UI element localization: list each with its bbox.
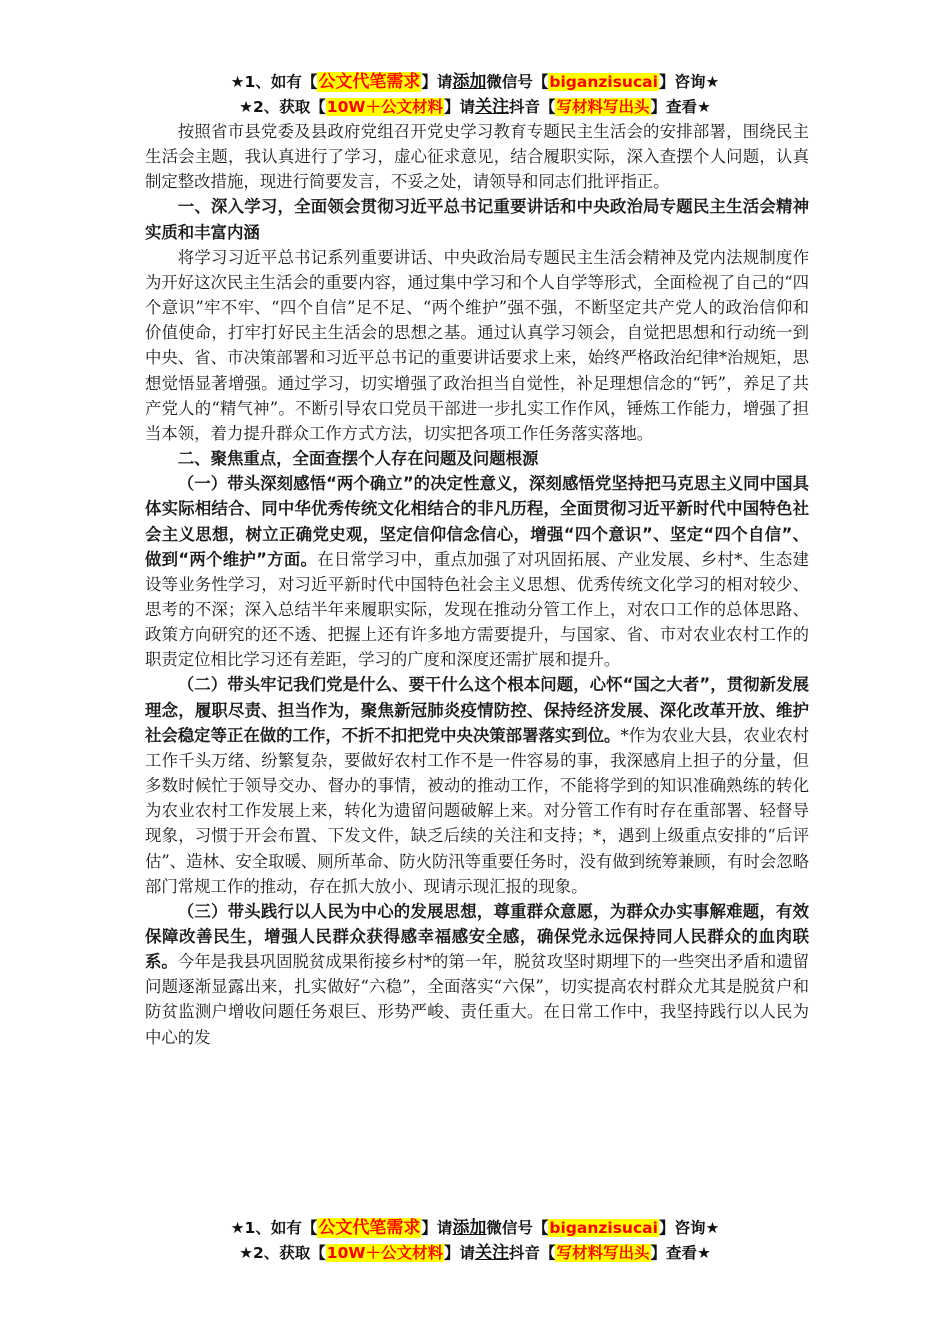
banner-text: ★2、获取【 xyxy=(239,1244,326,1262)
banner-text: 】请 xyxy=(443,98,475,116)
banner-text: 】查看★ xyxy=(650,98,711,116)
banner-text: 】请 xyxy=(421,73,453,91)
banner-text: 抖音【 xyxy=(508,1244,556,1262)
document-body xyxy=(145,119,809,1050)
promo-banner-bottom-line1 xyxy=(0,1216,950,1240)
banner-text: 微信号【 xyxy=(486,1219,549,1237)
subsection-2-text: *作为农业大县，农业农村工作千头万绪、纷繁复杂，要做好农村工作不是一件容易的事，我深感肩上担子的分量，但多数时候忙于领导交办、督办的事情，被动的推动工作，不能将学到的知识准确熟练的转化为农业农村工作发展上来，转化为遗留问题破解上来。对分管工作有时存在重部署、轻督导现象，习惯于开会布置、下发文件，缺乏后续的关注和支持；*，遇到上级重点安排的“后评估”、造林、安全取暖、厕所革命、防火防汛等重要任务时，没有做到统筹兼顾，有时会忽略部门常规工作的推动，存在抓大放小、现请示现汇报的现象。 xyxy=(145,725,810,896)
banner-underline: 添加 xyxy=(452,1218,487,1238)
subsection-1-text: 在日常学习中，重点加强了对巩固拓展、产业发展、乡村*、生态建设等业务性学习，对习近平新时代中国特色社会主义思想、优秀传统文化学习的相对较少、思考的不深；深入总结半年来履职实际，发现在推动分管工作上，对农口工作的总体思路、政策方向研究的还不透、把握上还有许多地方需要提升，与国家、省、市对农业农村工作的职责定位相比学习还有差距，学习的广度和深度还需扩展和提升。 xyxy=(145,549,809,670)
banner-text: ★1、如有【 xyxy=(230,1219,318,1237)
banner-text: 】咨询★ xyxy=(658,1219,720,1237)
banner-highlight: 公文代笔需求 xyxy=(318,72,421,92)
banner-text: 】请 xyxy=(443,1244,475,1262)
banner-text: 微信号【 xyxy=(486,73,549,91)
banner-highlight: 写材料写出头 xyxy=(556,98,650,116)
subsection-3-text: 今年是我县巩固脱贫成果衔接乡村*的第一年，脱贫攻坚时期埋下的一些突出矛盾和遗留问题逐渐显露出来，扎实做好“六稳”，全面落实“六保”，切实提高农村群众尤其是脱贫户和防贫监测户增收问题任务艰巨、形势严峻、责任重大。在日常工作中，我坚持践行以人民为中心的发 xyxy=(145,952,809,1047)
intro-paragraph: 按照省市县党委及县政府党组召开党史学习教育专题民主生活会的安排部署，围绕民主生活会主题，我认真进行了学习，虚心征求意见，结合履职实际，深入查摆个人问题，认真制定整改措施，现进行简要发言，不妥之处，请领导和同志们批评指正。 xyxy=(145,122,809,192)
banner-text: 】查看★ xyxy=(650,1244,711,1262)
banner-text: ★2、获取【 xyxy=(239,98,326,116)
banner-highlight: 10W＋公文材料 xyxy=(326,98,443,116)
banner-text: 】咨询★ xyxy=(658,73,720,91)
section-heading-1: 一、深入学习，全面领会贯彻习近平总书记重要讲话和中央政治局专题民主生活会精神实质和丰富内涵 xyxy=(145,197,809,242)
promo-banner-bottom-line2 xyxy=(0,1241,950,1265)
subsection-2-title: （二）带头牢记我们党是什么、要干什么这个根本问题，心怀“国之大者”，贯彻新发展理念，履职尽责、担当作为，聚焦新冠肺炎疫情防控、保持经济发展、深化改革开放、维护社会稳定等正在做的工作，不折不扣把党中央决策部署落实到位。 xyxy=(145,675,809,745)
section-heading-2: 二、聚焦重点，全面查摆个人存在问题及问题根源 xyxy=(177,449,539,469)
banner-text: 抖音【 xyxy=(508,98,556,116)
banner-highlight: 10W＋公文材料 xyxy=(326,1244,443,1262)
banner-highlight: biganzisucai xyxy=(549,73,658,91)
section-1-paragraph: 将学习习近平总书记系列重要讲话、中央政治局专题民主生活会精神及党内法规制度作为开好这次民主生活会的重要内容，通过集中学习和个人自学等形式，全面检视了自己的“四个意识”牢不牢、“四个自信”足不足、“两个维护”强不强，不断坚定共产党人的政治信仰和价值使命，打牢打好民主生活会的思想之基。通过认真学习领会，自觉把思想和行动统一到中央、省、市决策部署和习近平总书记的重要讲话要求上来，始终严格政治纪律*治规矩，思想觉悟显著增强。通过学习，切实增强了政治担当自觉性，补足理想信念的“钙”，养足了共产党人的“精气神”。不断引导农口党员干部进一步扎实工作作风，锤炼工作能力，增强了担当本领，着力提升群众工作方式方法，切实把各项工作任务落实落地。 xyxy=(145,247,810,443)
banner-underline: 关注 xyxy=(474,97,509,117)
banner-underline: 关注 xyxy=(474,1243,509,1263)
promo-banner-top-line1 xyxy=(0,70,950,94)
banner-highlight: biganzisucai xyxy=(549,1219,658,1237)
banner-text: 】请 xyxy=(421,1219,453,1237)
subsection-1 xyxy=(145,471,809,672)
promo-banner-top-line2 xyxy=(0,95,950,119)
subsection-1-title: （一）带头深刻感悟“两个确立”的决定性意义，深刻感悟党坚持把马克思主义同中国具体实际相结合、同中华优秀传统文化相结合的非凡历程，全面贯彻习近平新时代中国特色社会主义思想，树立正确党史观，坚定信仰信念信心，增强“四个意识”、坚定“四个自信”、做到“两个维护”方面。 xyxy=(145,474,809,569)
subsection-3-title: （三）带头践行以人民为中心的发展思想，尊重群众意愿，为群众办实事解难题，有效保障改善民生，增强人民群众获得感幸福感安全感，确保党永远保持同人民群众的血肉联系。 xyxy=(145,901,809,972)
banner-highlight: 写材料写出头 xyxy=(556,1244,650,1262)
subsection-2 xyxy=(145,672,809,898)
banner-text: ★1、如有【 xyxy=(230,73,318,91)
banner-highlight: 公文代笔需求 xyxy=(318,1218,421,1238)
subsection-3 xyxy=(145,899,809,1050)
banner-underline: 添加 xyxy=(452,72,487,92)
